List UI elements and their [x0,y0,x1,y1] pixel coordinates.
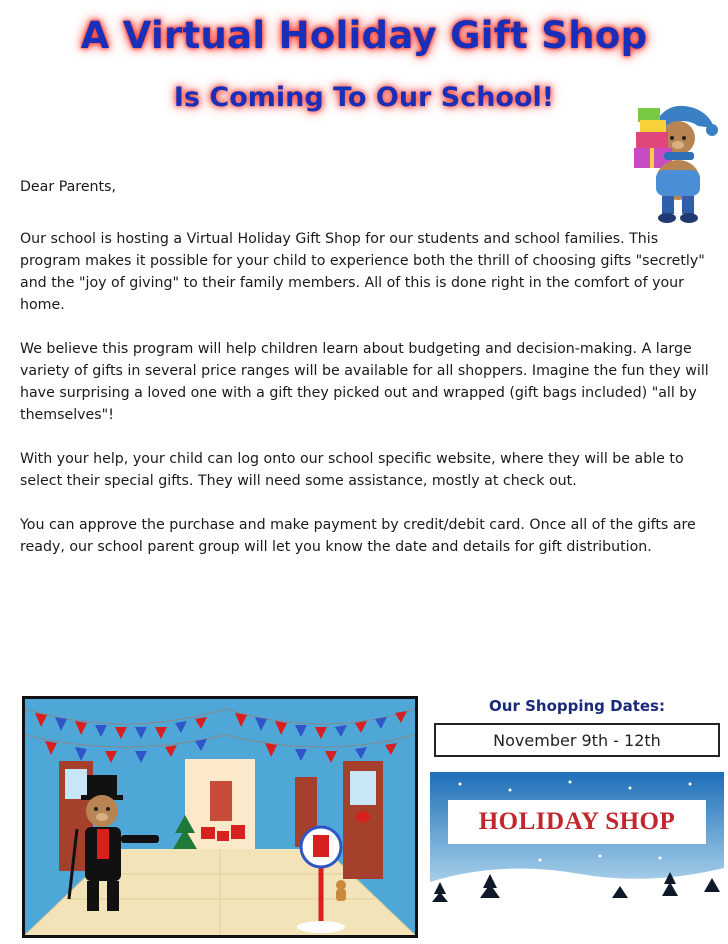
holiday-shop-banner-label: HOLIDAY SHOP [478,808,676,835]
letter-paragraph: With your help, your child can log onto our school specific website, where they will be able to select their special gifts. They will need some assistance, mostly at check out. [20,451,684,489]
holiday-shop-banner-image [430,772,724,902]
shopping-dates-value: November 9th - 12th [493,730,661,750]
letter-paragraph: Our school is hosting a Virtual Holiday Gift Shop for our students and school families. This program makes it possible for your child to experience both the thrill of choosing gifts "secretly" and the "joy of giving" to their family members. All of this is done right in the comfort of your home. [20,231,705,313]
letter-body [20,176,710,580]
page-subtitle: Is Coming To Our School! [173,82,555,113]
letter-greeting: Dear Parents, [20,179,117,195]
shopping-dates-box [434,723,720,757]
shopping-dates-heading: Our Shopping Dates: [489,697,665,715]
holiday-shop-scene-image [22,696,418,938]
page-title: A Virtual Holiday Gift Shop [80,14,648,57]
letter-paragraph: We believe this program will help children learn about budgeting and decision-making. A large variety of gifts in several price ranges will be available for all shoppers. Imagine the fun they will have surprising a loved one with a gift they picked out and wrapped (gift bags included) "all by themselves"! [20,341,709,423]
letter-paragraph: You can approve the purchase and make payment by credit/debit card. Once all of the gifts are ready, our school parent group will let you know the date and details for gift distribution. [20,517,696,555]
shop-interior-illustration [25,699,415,935]
